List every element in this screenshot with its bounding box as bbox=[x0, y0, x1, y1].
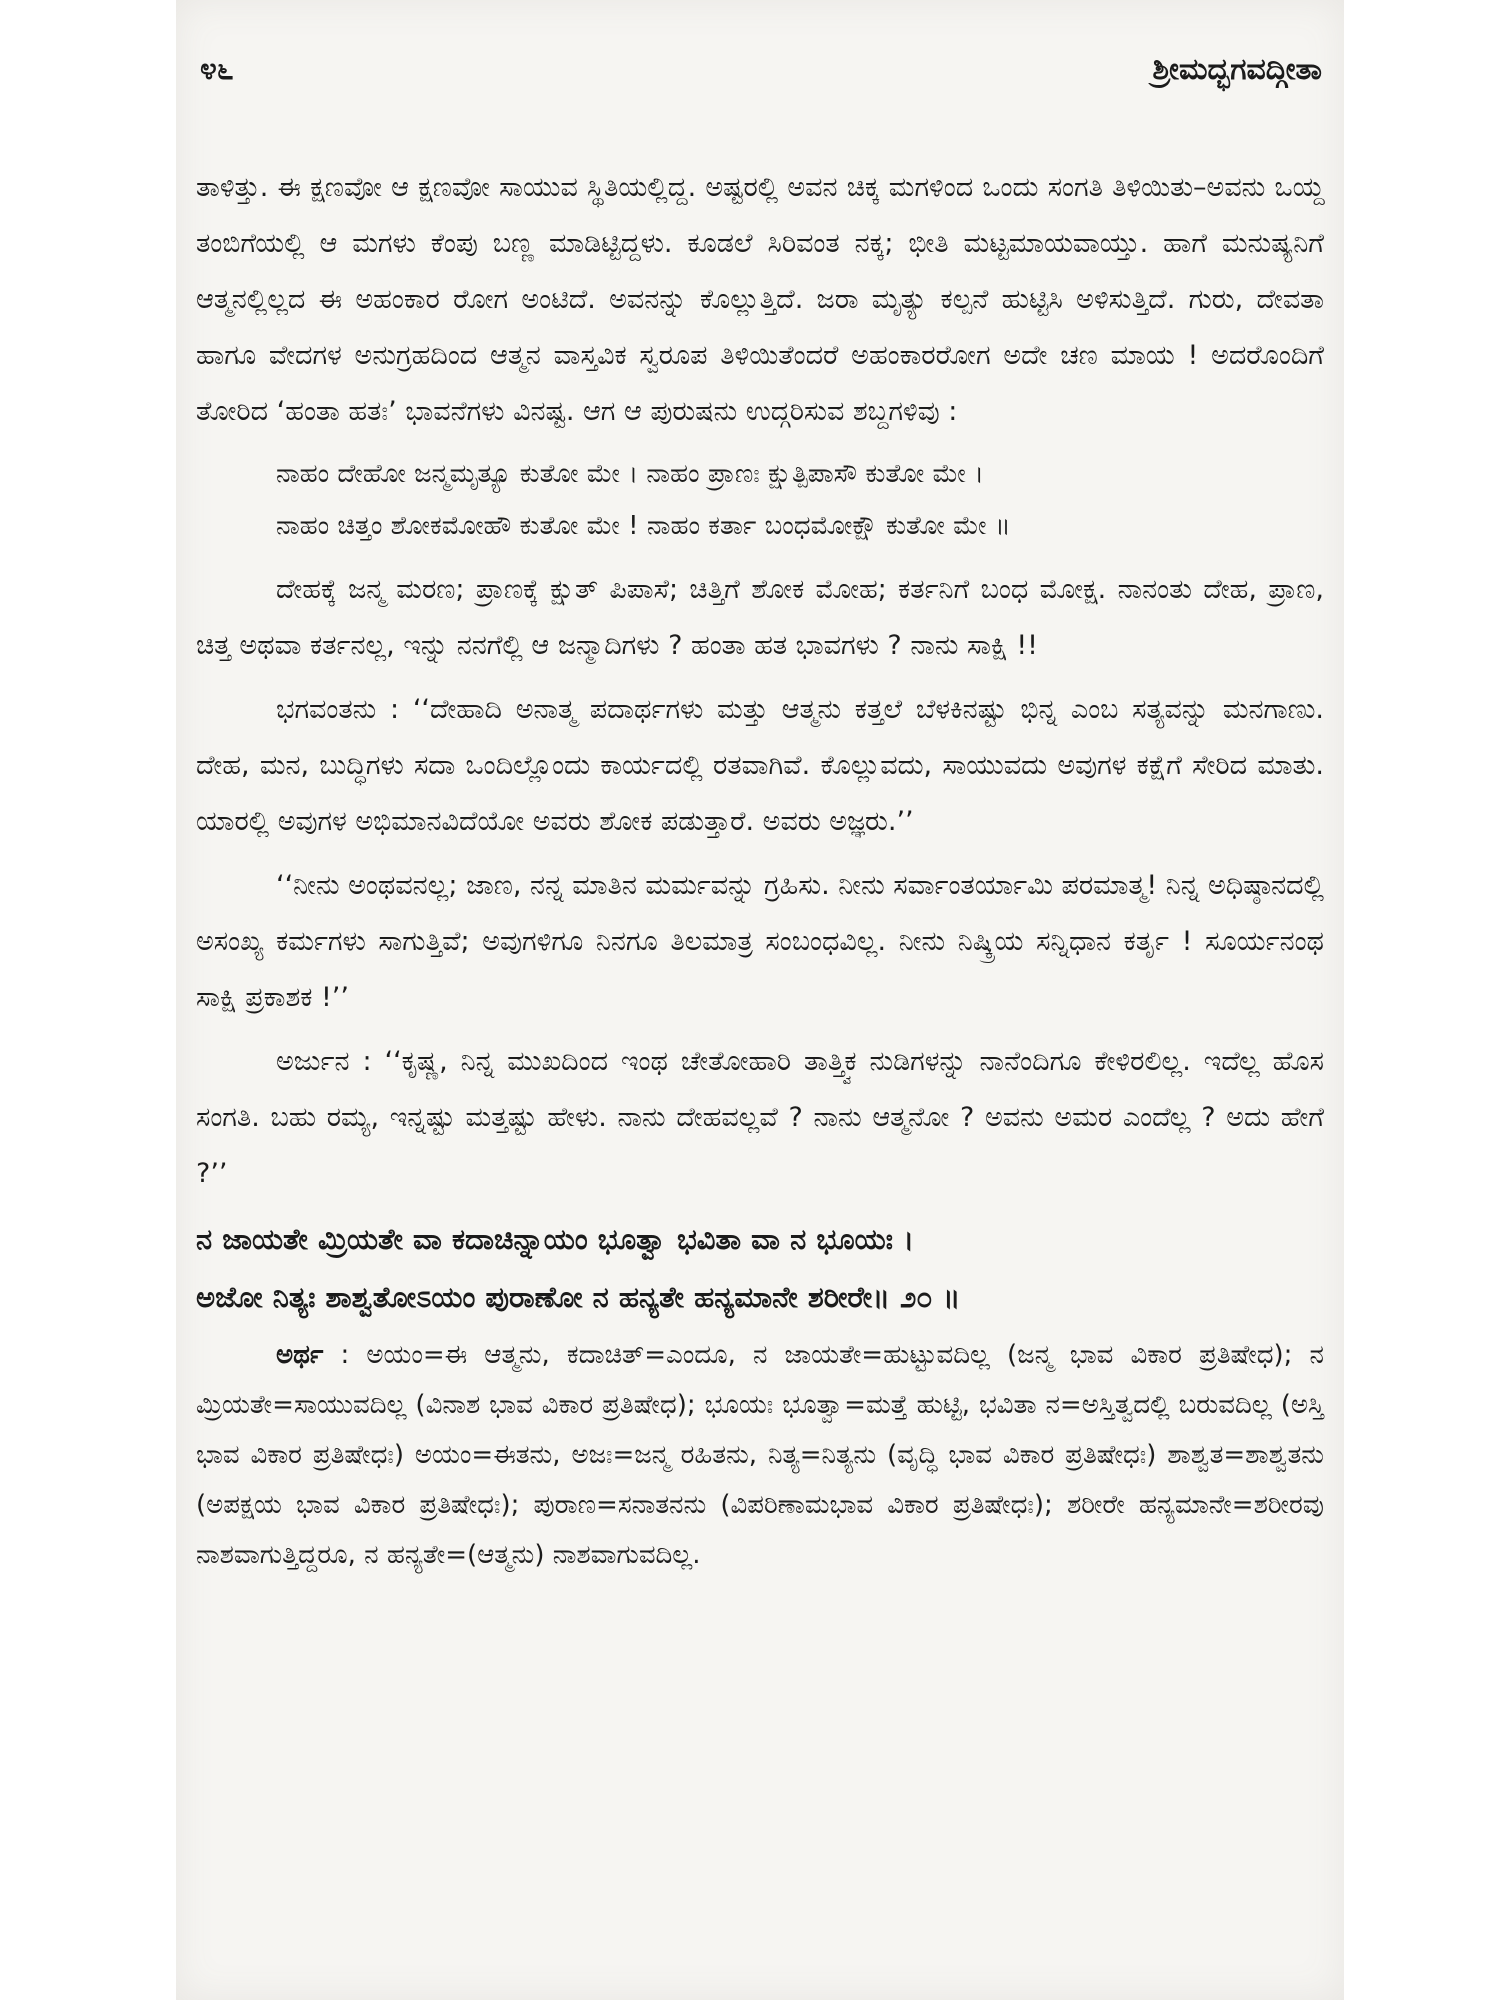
quoted-verse-line-1: ನಾಹಂ ದೇಹೋ ಜನ್ಮಮೃತ್ಯೂ ಕುತೋ ಮೇ । ನಾಹಂ ಪ್ರಾಣಃ ಕ್ಷುತ್ಪಿಪಾಸೌ ಕುತೋ ಮೇ । bbox=[276, 459, 984, 489]
page-number: ೪೬ bbox=[200, 52, 234, 87]
page-header bbox=[200, 52, 1322, 112]
meaning-text: : ಅಯಂ=ಈ ಆತ್ಮನು, ಕದಾಚಿತ್=ಎಂದೂ, ನ ಜಾಯತೇ=ಹುಟ್ಟುವದಿಲ್ಲ (ಜನ್ಮ ಭಾವ ವಿಕಾರ ಪ್ರತಿಷೇಧ); ನ ಮ್ರಿಯತೇ=ಸಾಯುವದಿಲ್ಲ (ವಿನಾಶ ಭಾವ ವಿಕಾರ ಪ್ರತಿಷೇಧ); ಭೂಯಃ ಭೂತ್ವಾ=ಮತ್ತೆ ಹುಟ್ಟಿ, ಭವಿತಾ ನ=ಅಸ್ತಿತ್ವದಲ್ಲಿ ಬರುವದಿಲ್ಲ (ಅಸ್ತಿ ಭಾವ ವಿಕಾರ ಪ್ರತಿಷೇಧಃ) ಅಯಂ=ಈತನು, ಅಜಃ=ಜನ್ಮ ರಹಿತನು, ನಿತ್ಯ=ನಿತ್ಯನು (ವೃದ್ಧಿ ಭಾವ ವಿಕಾರ ಪ್ರತಿಷೇಧಃ) ಶಾಶ್ವತ=ಶಾಶ್ವತನು (ಅಪಕ್ಷಯ ಭಾವ ವಿಕಾರ ಪ್ರತಿಷೇಧಃ); ಪುರಾಣ=ಸನಾತನನು (ವಿಪರಿಣಾಮಭಾವ ವಿಕಾರ ಪ್ರತಿಷೇಧಃ); ಶರೀರೇ ಹನ್ಯಮಾನೇ=ಶರೀರವು ನಾಶವಾಗುತ್ತಿದ್ದರೂ, ನ ಹನ್ಯತೇ=(ಆತ್ಮನು) ನಾಶವಾಗುವದಿಲ್ಲ. bbox=[196, 1340, 1324, 1570]
book-title: ಶ್ರೀಮದ್ಭಗವದ್ಗೀತಾ bbox=[1152, 52, 1322, 87]
meaning-label: ಅರ್ಥ bbox=[276, 1340, 324, 1370]
shloka-line-1: ನ ಜಾಯತೇ ಮ್ರಿಯತೇ ವಾ ಕದಾಚಿನ್ನಾಯಂ ಭೂತ್ವಾ ಭವಿತಾ ವಾ ನ ಭೂಯಃ । bbox=[196, 1222, 915, 1256]
paragraph-1: ತಾಳಿತ್ತು. ಈ ಕ್ಷಣವೋ ಆ ಕ್ಷಣವೋ ಸಾಯುವ ಸ್ಥಿತಿಯಲ್ಲಿದ್ದ. ಅಷ್ಟರಲ್ಲಿ ಅವನ ಚಿಕ್ಕ ಮಗಳಿಂದ ಒಂದು ಸಂಗತಿ ತಿಳಿಯಿತು–ಅವನು ಒಯ್ದ ತಂಬಿಗೆಯಲ್ಲಿ ಆ ಮಗಳು ಕೆಂಪು ಬಣ್ಣ ಮಾಡಿಟ್ಟಿದ್ದಳು. ಕೂಡಲೆ ಸಿರಿವಂತ ನಕ್ಕ; ಭೀತಿ ಮಟ್ಟಮಾಯವಾಯ್ತು. ಹಾಗೆ ಮನುಷ್ಯನಿಗೆ ಆತ್ಮನಲ್ಲಿಲ್ಲದ ಈ ಅಹಂಕಾರ ರೋಗ ಅಂಟಿದೆ. ಅವನನ್ನು ಕೊಲ್ಲುತ್ತಿದೆ. ಜರಾ ಮೃತ್ಯು ಕಲ್ಪನೆ ಹುಟ್ಟಿಸಿ ಅಳಿಸುತ್ತಿದೆ. ಗುರು, ದೇವತಾ ಹಾಗೂ ವೇದಗಳ ಅನುಗ್ರಹದಿಂದ ಆತ್ಮನ ವಾಸ್ತವಿಕ ಸ್ವರೂಪ ತಿಳಿಯಿತೆಂದರೆ ಅಹಂಕಾರರೋಗ ಅದೇ ಚಣ ಮಾಯ ! ಅದರೊಂದಿಗೆ ತೋರಿದ ‘ಹಂತಾ ಹತಃ’ ಭಾವನೆಗಳು ವಿನಷ್ಟ. ಆಗ ಆ ಪುರುಷನು ಉದ್ಗರಿಸುವ ಶಬ್ದಗಳಿವು : bbox=[196, 172, 1324, 427]
quoted-verse bbox=[196, 448, 1324, 552]
paragraph-2: ದೇಹಕ್ಕೆ ಜನ್ಮ ಮರಣ; ಪ್ರಾಣಕ್ಕೆ ಕ್ಷುತ್ ಪಿಪಾಸೆ; ಚಿತ್ತಿಗೆ ಶೋಕ ಮೋಹ; ಕರ್ತನಿಗೆ ಬಂಧ ಮೋಕ್ಷ. ನಾನಂತು ದೇಹ, ಪ್ರಾಣ, ಚಿತ್ತ ಅಥವಾ ಕರ್ತನಲ್ಲ, ಇನ್ನು ನನಗೆಲ್ಲಿ ಆ ಜನ್ಮಾದಿಗಳು ? ಹಂತಾ ಹತ ಭಾವಗಳು ? ನಾನು ಸಾಕ್ಷಿ !! bbox=[196, 574, 1324, 661]
quoted-verse-line-2: ನಾಹಂ ಚಿತ್ತಂ ಶೋಕಮೋಹೌ ಕುತೋ ಮೇ ! ನಾಹಂ ಕರ್ತಾ ಬಂಧಮೋಕ್ಷೌ ಕುತೋ ಮೇ ॥ bbox=[276, 511, 1011, 541]
paragraph-4: ‘‘ನೀನು ಅಂಥವನಲ್ಲ; ಜಾಣ, ನನ್ನ ಮಾತಿನ ಮರ್ಮವನ್ನು ಗ್ರಹಿಸು. ನೀನು ಸರ್ವಾಂತರ್ಯಾಮಿ ಪರಮಾತ್ಮ! ನಿನ್ನ ಅಧಿಷ್ಠಾನದಲ್ಲಿ ಅಸಂಖ್ಯ ಕರ್ಮಗಳು ಸಾಗುತ್ತಿವೆ; ಅವುಗಳಿಗೂ ನಿನಗೂ ತಿಲಮಾತ್ರ ಸಂಬಂಧವಿಲ್ಲ. ನೀನು ನಿಷ್ಕ್ರಿಯ ಸನ್ನಿಧಾನ ಕರ್ತೃ ! ಸೂರ್ಯನಂಥ ಸಾಕ್ಷಿ ಪ್ರಕಾಶಕ !’’ bbox=[196, 870, 1324, 1013]
meaning-paragraph bbox=[196, 1330, 1324, 1580]
shloka-20 bbox=[196, 1210, 1324, 1326]
paragraph-5: ಅರ್ಜುನ : ‘‘ಕೃಷ್ಣ, ನಿನ್ನ ಮುಖದಿಂದ ಇಂಥ ಚೇತೋಹಾರಿ ತಾತ್ತ್ವಿಕ ನುಡಿಗಳನ್ನು ನಾನೆಂದಿಗೂ ಕೇಳಿರಲಿಲ್ಲ. ಇದೆಲ್ಲ ಹೊಸ ಸಂಗತಿ. ಬಹು ರಮ್ಯ, ಇನ್ನಷ್ಟು ಮತ್ತಷ್ಟು ಹೇಳು. ನಾನು ದೇಹವಲ್ಲವೆ ? ನಾನು ಆತ್ಮನೋ ? ಅವನು ಅಮರ ಎಂದೆಲ್ಲ ? ಅದು ಹೇಗೆ ?’’ bbox=[196, 1046, 1324, 1189]
shloka-line-2: ಅಜೋ ನಿತ್ಯಃ ಶಾಶ್ವತೋಽಯಂ ಪುರಾಣೋ ನ ಹನ್ಯತೇ ಹನ್ಯಮಾನೇ ಶರೀರೇ॥ ೨೦ ॥ bbox=[196, 1280, 961, 1314]
page-body bbox=[196, 160, 1324, 1588]
paragraph-3: ಭಗವಂತನು : ‘‘ದೇಹಾದಿ ಅನಾತ್ಮ ಪದಾರ್ಥಗಳು ಮತ್ತು ಆತ್ಮನು ಕತ್ತಲೆ ಬೆಳಕಿನಷ್ಟು ಭಿನ್ನ ಎಂಬ ಸತ್ಯವನ್ನು ಮನಗಾಣು. ದೇಹ, ಮನ, ಬುದ್ಧಿಗಳು ಸದಾ ಒಂದಿಲ್ಲೊಂದು ಕಾರ್ಯದಲ್ಲಿ ರತವಾಗಿವೆ. ಕೊಲ್ಲುವದು, ಸಾಯುವದು ಅವುಗಳ ಕಕ್ಷೆಗೆ ಸೇರಿದ ಮಾತು. ಯಾರಲ್ಲಿ ಅವುಗಳ ಅಭಿಮಾನವಿದೆಯೋ ಅವರು ಶೋಕ ಪಡುತ್ತಾರೆ. ಅವರು ಅಜ್ಞರು.’’ bbox=[196, 694, 1324, 837]
